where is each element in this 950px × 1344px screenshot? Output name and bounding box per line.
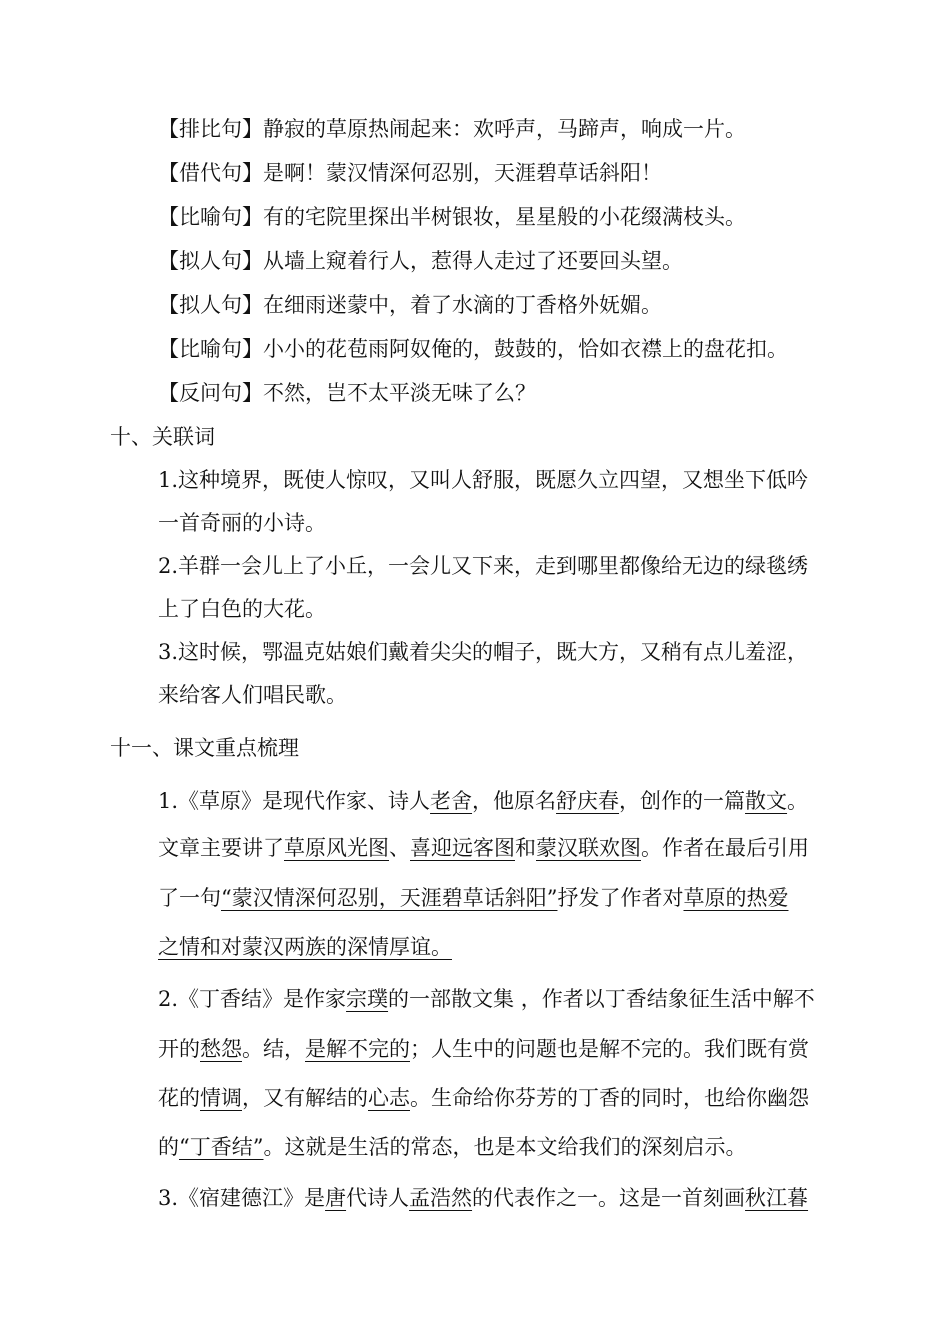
underlined-answer: “蒙汉情深何忍别，天涯碧草话斜阳” <box>221 886 558 910</box>
sentence-text: 在细雨迷蒙中，着了水滴的丁香格外妩媚。 <box>263 293 662 317</box>
underlined-answer: 草原风光图 <box>284 836 389 860</box>
text-span: 花的 <box>158 1086 200 1110</box>
text-span: 1.《草原》是现代作家、诗人 <box>158 789 431 813</box>
sentence-row <box>158 290 662 320</box>
text-span: ，又有解结的 <box>242 1086 368 1110</box>
sentence-text: 从墙上窥着行人，惹得人走过了还要回头望。 <box>263 249 683 273</box>
underlined-answer: 心志 <box>368 1086 410 1110</box>
text-span: 的 <box>158 1135 179 1159</box>
sentence-text: 静寂的草原热闹起来：欢呼声，马蹄声，响成一片。 <box>263 117 746 141</box>
sentence-tag: 【比喻句】 <box>158 337 263 361</box>
text-span: 3.《宿建德江》是 <box>158 1186 326 1210</box>
text-span: ，他原名 <box>472 789 557 813</box>
sentence-text: 是啊！蒙汉情深何忍别，天涯碧草话斜阳！ <box>263 161 662 185</box>
text-span: 文章主要讲了 <box>158 836 284 860</box>
sentence-row <box>158 202 746 232</box>
text-span: 2.《丁香结》是作家 <box>158 987 347 1011</box>
text-span: 。这就是生活的常态，也是本文给我们的深刻启示。 <box>263 1135 747 1159</box>
text-span: 。结， <box>242 1037 305 1061</box>
section-heading-key-points: 十一、课文重点梳理 <box>110 736 299 760</box>
list-item-line: 来给客人们唱民歌。 <box>158 683 347 707</box>
list-item-line: 上了白色的大花。 <box>158 597 326 621</box>
list-item-line: 1.这种境界，既使人惊叹，又叫人舒服，既愿久立四望，又想坐下低吟 <box>158 468 809 492</box>
section-heading-conjunctions: 十、关联词 <box>110 425 215 449</box>
underlined-answer: 老舍 <box>430 789 473 813</box>
underlined-answer: 之情和对蒙汉两族的深情厚谊。 <box>158 935 452 959</box>
sentence-tag: 【拟人句】 <box>158 293 263 317</box>
underlined-answer: 蒙汉联欢图 <box>536 836 641 860</box>
underlined-answer: 情调 <box>200 1086 242 1110</box>
underlined-answer: 舒庆春 <box>556 789 620 813</box>
underlined-answer: 孟浩然 <box>409 1186 473 1210</box>
sentence-text: 有的宅院里探出半树银妆，星星般的小花缀满枝头。 <box>263 205 746 229</box>
paragraph-line <box>158 1034 809 1064</box>
text-span: 的代表作之一。这是一首刻画 <box>472 1186 746 1210</box>
sentence-text: 不然，岂不太平淡无味了么？ <box>263 381 536 405</box>
underlined-answer: 宗璞 <box>346 987 389 1011</box>
text-span: 开的 <box>158 1037 200 1061</box>
list-item-line: 3.这时候，鄂温克姑娘们戴着尖尖的帽子，既大方，又稍有点儿羞涩， <box>158 640 809 664</box>
underlined-answer: 秋江暮 <box>745 1186 809 1210</box>
sentence-tag: 【反问句】 <box>158 381 263 405</box>
sentence-tag: 【借代句】 <box>158 161 263 185</box>
paragraph-line <box>158 1132 746 1162</box>
text-span: 。 <box>787 789 809 813</box>
sentence-row <box>158 114 746 144</box>
paragraph-line <box>158 984 815 1014</box>
sentence-row <box>158 158 662 188</box>
list-item-line: 2.羊群一会儿上了小丘，一会儿又下来，走到哪里都像给无边的绿毯绣 <box>158 554 809 578</box>
sentence-text: 小小的花苞雨阿奴俺的，鼓鼓的，恰如衣襟上的盘花扣。 <box>263 337 788 361</box>
underlined-answer: 喜迎远客图 <box>410 836 515 860</box>
text-span: ；人生中的问题也是解不完的。我们既有赏 <box>410 1037 809 1061</box>
text-span: 。生命给你芬芳的丁香的同时，也给你幽怨 <box>410 1086 809 1110</box>
paragraph-line <box>158 833 809 863</box>
text-span: 抒发了作者对 <box>557 886 684 910</box>
sentence-row <box>158 378 536 408</box>
text-span: 、 <box>389 836 410 860</box>
paragraph-line <box>158 1083 809 1113</box>
underlined-answer: 唐 <box>325 1186 347 1210</box>
text-span: 和 <box>515 836 536 860</box>
paragraph-line <box>158 786 808 816</box>
text-span: ，创作的一篇 <box>619 789 746 813</box>
text-span: 的一部散文集 ，作者以丁香结象征生活中解不 <box>388 987 815 1011</box>
sentence-tag: 【比喻句】 <box>158 205 263 229</box>
underlined-answer: “丁香结” <box>179 1135 264 1159</box>
paragraph-line <box>158 932 452 962</box>
text-span: 。作者在最后引用 <box>641 836 809 860</box>
text-span: 了一句 <box>158 886 221 910</box>
sentence-tag: 【排比句】 <box>158 117 263 141</box>
paragraph-line <box>158 1183 808 1213</box>
underlined-answer: 是解不完的 <box>305 1037 410 1061</box>
text-span: 代诗人 <box>346 1186 410 1210</box>
sentence-row <box>158 334 788 364</box>
underlined-answer: 散文 <box>745 789 788 813</box>
paragraph-line <box>158 883 788 913</box>
sentence-tag: 【拟人句】 <box>158 249 263 273</box>
underlined-answer: 草原的热爱 <box>683 886 789 910</box>
underlined-answer: 愁怨 <box>200 1037 242 1061</box>
sentence-row <box>158 246 683 276</box>
list-item-line: 一首奇丽的小诗。 <box>158 511 326 535</box>
